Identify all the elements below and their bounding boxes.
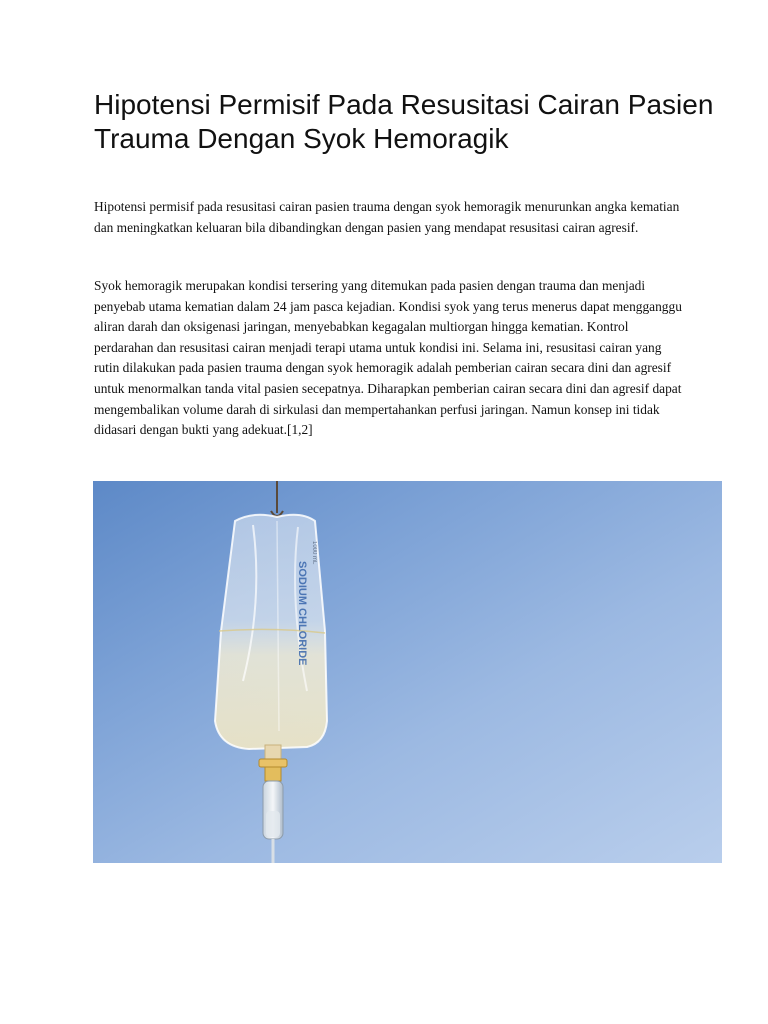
- article-paragraph-summary: Hipotensi permisif pada resusitasi cairan pasien trauma dengan syok hemoragik menurunkan angka kematian dan meningkatkan keluaran bila dibandingkan dengan pasien yang mendapat resusitasi cairan agresif.: [94, 199, 680, 235]
- iv-bag-photo: [93, 481, 722, 863]
- bag-volume-text: 1000 mL: [311, 541, 317, 565]
- spike-connector: [259, 759, 287, 767]
- bag-label-text: SODIUM CHLORIDE: [296, 561, 308, 666]
- iv-bag-illustration: [93, 481, 722, 863]
- article-paragraph-body: Syok hemoragik merupakan kondisi tersering yang ditemukan pada pasien dengan trauma dan menjadi penyebab utama kematian dalam 24 jam pasca kejadian. Kondisi syok yang terus menerus dapat mengganggu aliran darah dan oksigenasi jaringan, menyebabkan kegagalan multiorgan hingga kematian. Kontrol perdarahan dan resusitasi cairan menjadi terapi utama untuk kondisi ini. Selama ini, resusitasi cairan yang rutin dilakukan pada pasien trauma dengan syok hemoragik adalah pemberian cairan secara dini dan agresif untuk menormalkan tanda vital pasien secepatnya. Diharapkan pemberian cairan secara dini dan agresif dapat mengembalikan volume darah di sirkulasi dan mempertahankan perfusi jaringan. Namun konsep ini tidak didasari dengan bukti yang adekuat.[1,2]: [94, 278, 682, 438]
- article-title: Hipotensi Permisif Pada Resusitasi Cairan Pasien Trauma Dengan Syok Hemoragik: [94, 89, 714, 154]
